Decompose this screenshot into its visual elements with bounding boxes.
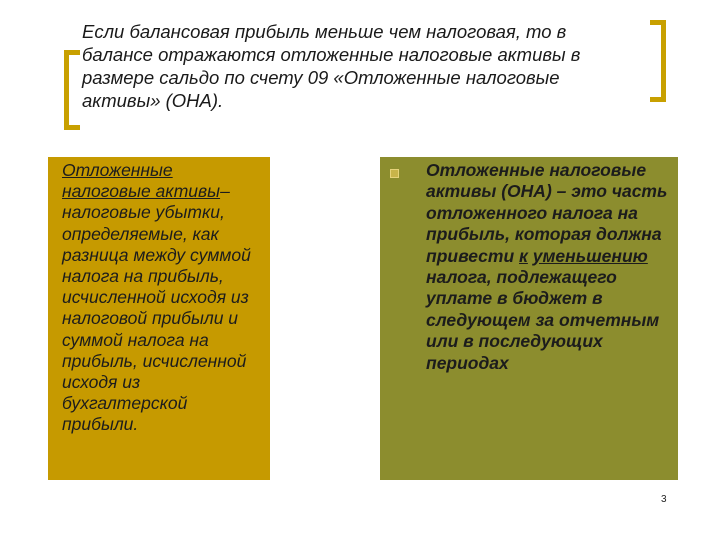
right-box-text [426,160,670,374]
left-box-definition: – налоговые убытки, определяемые, как разница между суммой налога на прибыль, исчисленной исходя из налоговой прибыли и суммой налога на прибыль, исчисленной исходя из бухгалтерской прибыли. [62,181,251,435]
left-bracket-decoration [64,50,80,130]
right-box-underlined-2: уменьшению [532,245,648,266]
page-number: 3 [661,494,667,505]
definition-box-right [380,157,678,480]
definition-box-left [48,157,270,480]
right-bracket-decoration [650,20,666,102]
left-box-text [62,160,264,436]
right-box-underlined-1: к [519,245,528,266]
slide-heading: Если балансовая прибыль меньше чем налоговая, то в балансе отражаются отложенные налоговые активы в размере сальдо по счету 09 «Отложенные налоговые активы» (ОНА). [82,21,581,111]
right-box-text-part1: Отложенные налоговые активы (ОНА) – это часть отложенного налога на прибыль, которая должна привести [426,160,668,266]
square-bullet-icon [390,169,399,178]
right-box-text-part2: налога, подлежащего уплате в бюджет в следующем за отчетным или в последующих периодах [426,267,660,373]
left-box-term: Отложенные налоговые активы [62,160,221,202]
